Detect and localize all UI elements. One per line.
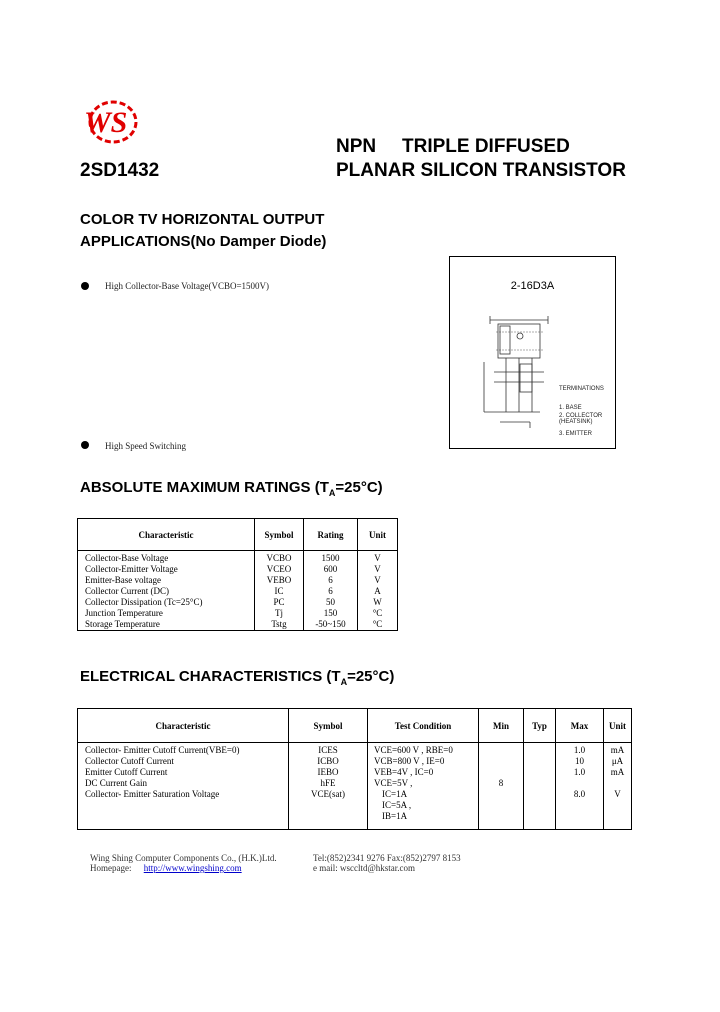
abs-max-table bbox=[77, 518, 398, 631]
table-cell bbox=[479, 756, 523, 767]
table-cell: PC bbox=[273, 597, 285, 607]
table-cell: 6 bbox=[328, 575, 333, 585]
table-cell: IC bbox=[274, 586, 284, 596]
bullet-icon bbox=[81, 282, 89, 290]
table-cell: Collector- Emitter Saturation Voltage bbox=[85, 789, 220, 799]
table-cell: hFE bbox=[320, 778, 336, 788]
column-header: Characteristic bbox=[78, 519, 255, 551]
table-cell: Tstg bbox=[271, 619, 287, 629]
table-cell: Tj bbox=[275, 608, 283, 618]
table-cell: VCBO bbox=[266, 553, 292, 563]
table-cell: VEBO bbox=[266, 575, 292, 585]
application-line-2: APPLICATIONS(No Damper Diode) bbox=[80, 233, 327, 250]
contact-phone: Tel:(852)2341 9276 Fax:(852)2797 8153 bbox=[313, 853, 461, 863]
table-cell: °C bbox=[372, 608, 383, 618]
table-cell: 50 bbox=[326, 597, 335, 607]
feature-item: High Speed Switching bbox=[105, 441, 186, 451]
table-cell: Collector-Base Voltage bbox=[85, 553, 169, 563]
table-cell bbox=[524, 745, 555, 756]
homepage-link[interactable]: http://www.wingshing.com bbox=[143, 863, 242, 873]
table-cell: Collector-Emitter Voltage bbox=[85, 564, 178, 574]
table-cell: Collector Cutoff Current bbox=[85, 756, 174, 766]
table-cell: 6 bbox=[328, 586, 333, 596]
table-cell: -50~150 bbox=[315, 619, 346, 629]
table-cell: W bbox=[373, 597, 382, 607]
table-cell: 600 bbox=[323, 564, 338, 574]
column-header: Rating bbox=[304, 519, 358, 551]
table-cell: mA bbox=[610, 745, 625, 755]
column-header: Unit bbox=[358, 519, 398, 551]
elec-char-title: ELECTRICAL CHARACTERISTICS $(T_A=25^\circ C)$ bbox=[80, 668, 395, 687]
table-cell: 8.0 bbox=[573, 789, 586, 799]
terminal-item: 2. COLLECTOR (HEATSINK) bbox=[559, 413, 603, 425]
table-cell: 1500 bbox=[321, 553, 340, 563]
transistor-type: NPN bbox=[336, 136, 377, 157]
table-cell: 10 bbox=[575, 756, 584, 766]
table-cell: V bbox=[374, 575, 381, 585]
table-cell: IEBO bbox=[317, 767, 339, 777]
table-cell: 1.0 bbox=[573, 745, 586, 755]
terminal-item: 1. BASE bbox=[559, 405, 582, 411]
package-name: 2-16D3A bbox=[510, 280, 555, 292]
table-cell: IB=1A bbox=[382, 811, 408, 821]
table-cell: VEB=4V , IC=0 bbox=[374, 767, 434, 777]
table-cell: Collector Current (DC) bbox=[85, 586, 169, 596]
table-cell bbox=[479, 789, 523, 800]
table-cell: ICBO bbox=[317, 756, 339, 766]
table-header-row bbox=[78, 519, 398, 551]
table-cell: 1.0 bbox=[573, 767, 586, 777]
table-cell: Emitter Cutoff Current bbox=[85, 767, 168, 777]
abs-max-title: ABSOLUTE MAXIMUM RATINGS $(T_A=25^\circ C)$ bbox=[80, 479, 383, 498]
logo-text: WS bbox=[84, 106, 128, 139]
part-number: 2SD1432 bbox=[80, 160, 160, 181]
table-cell: mA bbox=[610, 767, 625, 777]
column-header: Characteristic bbox=[78, 709, 289, 743]
table-cell: 8 bbox=[498, 778, 504, 788]
table-cell: Collector- Emitter Cutoff Current(VBE=0) bbox=[85, 745, 240, 755]
homepage-line bbox=[90, 863, 242, 873]
table-cell: V bbox=[614, 789, 621, 799]
table-cell: V bbox=[374, 564, 381, 574]
company-logo bbox=[80, 96, 138, 146]
table-cell: DC Current Gain bbox=[85, 778, 147, 788]
table-body bbox=[78, 743, 632, 830]
column-header: Typ bbox=[524, 709, 556, 743]
process-type: TRIPLE DIFFUSED bbox=[402, 136, 570, 157]
table-cell: VCE=5V , bbox=[374, 778, 413, 788]
table-body bbox=[78, 551, 398, 631]
table-cell: VCE(sat) bbox=[311, 789, 345, 799]
terminal-title: TERMINATIONS bbox=[559, 386, 604, 392]
terminal-item: 3. EMITTER bbox=[559, 431, 593, 437]
homepage-label: Homepage: bbox=[90, 863, 132, 873]
table-cell bbox=[604, 778, 631, 789]
table-cell bbox=[479, 767, 523, 778]
column-header: Symbol bbox=[289, 709, 368, 743]
table-cell: VCB=800 V , IE=0 bbox=[374, 756, 445, 766]
table-header-row bbox=[78, 709, 632, 743]
column-header: Max bbox=[556, 709, 604, 743]
contact-email[interactable]: e mail: wsccltd@hkstar.com bbox=[313, 863, 416, 873]
table-cell: μA bbox=[611, 756, 624, 766]
column-header: Symbol bbox=[255, 519, 304, 551]
feature-item: High Collector-Base Voltage(VCBO=1500V) bbox=[105, 281, 270, 291]
company-name: Wing Shing Computer Components Co., (H.K.)Ltd. bbox=[90, 853, 277, 863]
table-cell: Emitter-Base voltage bbox=[85, 575, 162, 585]
elec-char-table bbox=[77, 708, 632, 830]
table-cell: °C bbox=[372, 619, 383, 629]
application-line-1: COLOR TV HORIZONTAL OUTPUT bbox=[80, 211, 325, 228]
table-cell bbox=[479, 745, 523, 756]
bullet-icon bbox=[81, 441, 89, 449]
table-cell: IC=1A bbox=[382, 789, 408, 799]
table-cell: V bbox=[374, 553, 381, 563]
transistor-type-line bbox=[336, 136, 570, 158]
table-cell: A bbox=[374, 586, 381, 596]
table-cell bbox=[556, 778, 603, 789]
table-cell: 150 bbox=[323, 608, 338, 618]
table-cell: Junction Temperature bbox=[85, 608, 163, 618]
column-header: Unit bbox=[604, 709, 632, 743]
table-cell: VCEO bbox=[266, 564, 292, 574]
table-cell: VCE=600 V , RBE=0 bbox=[374, 745, 453, 755]
column-header: Test Condition bbox=[368, 709, 479, 743]
table-cell: Storage Temperature bbox=[85, 619, 160, 629]
table-cell: Collector Dissipation (Tc=25°C) bbox=[85, 597, 203, 607]
table-cell: ICES bbox=[318, 745, 338, 755]
device-description: PLANAR SILICON TRANSISTOR bbox=[336, 160, 626, 181]
table-cell: IC=5A , bbox=[382, 800, 412, 810]
column-header: Min bbox=[479, 709, 524, 743]
